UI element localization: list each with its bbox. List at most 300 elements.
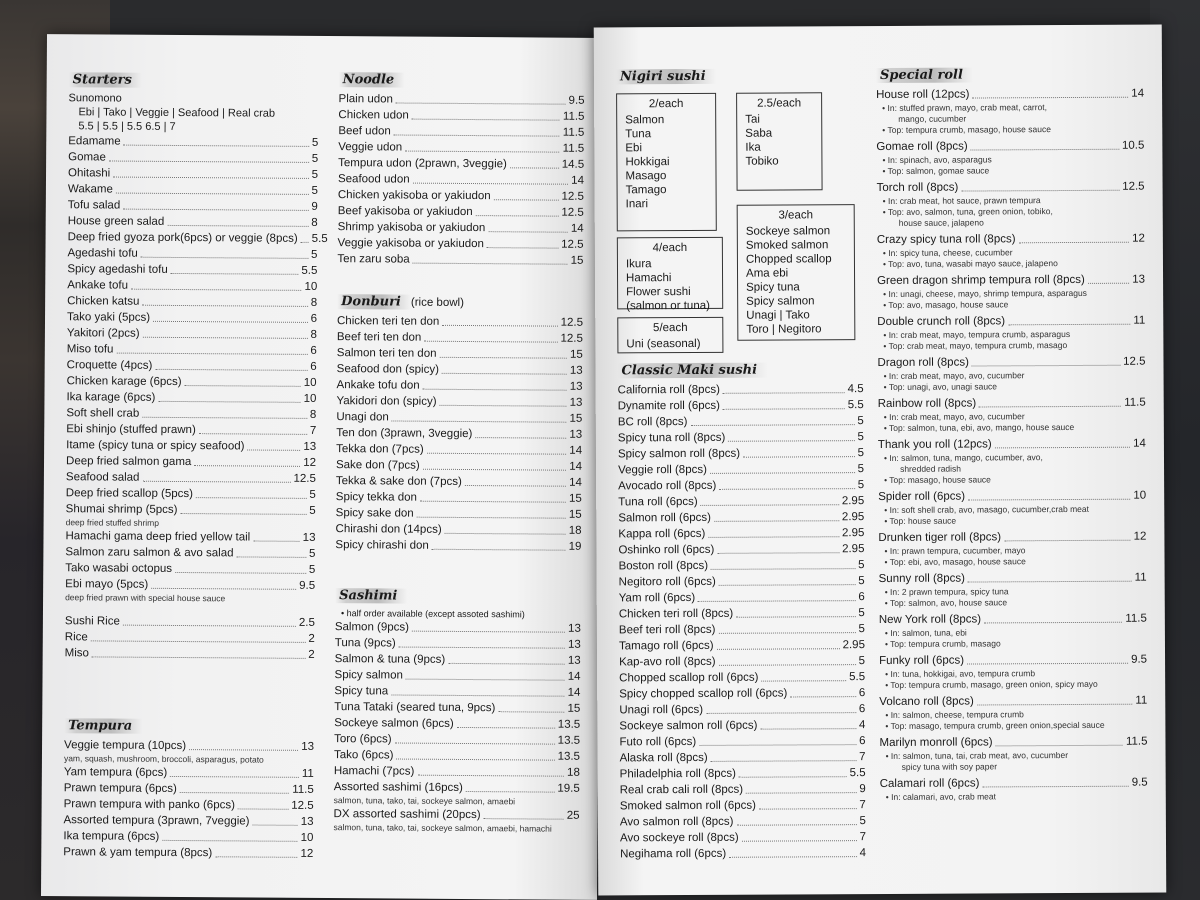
menu-item [876,86,1144,103]
leader-dots [457,727,555,729]
menu-item [65,629,315,647]
sashimi-header: Sashimi [335,588,407,604]
nigiri-item: Flower sushi [626,285,691,299]
item-price: 5 [308,547,316,560]
maki-column [617,360,866,862]
nigiri-3each-heading: 3/each [778,209,814,222]
leader-dots [995,447,1130,449]
leader-dots [142,305,307,307]
item-name: Spicy tuna roll (8pcs) [617,431,726,445]
item-name: Beef udon [338,125,391,138]
item-price: 5 [311,168,319,181]
item-price: 5 [311,184,318,197]
item-name: Tofu salad [67,199,121,212]
item-price: 13.5 [557,750,581,763]
item-name: Soft shell crab [66,407,140,420]
menu-item [338,155,584,173]
item-name: Volcano roll (8pcs) [879,695,974,709]
menu-item [618,397,864,414]
item-name: Deep fried salmon gama [65,455,192,469]
nigiri-item: Smoked salmon [745,239,829,252]
item-price: 7 [859,831,867,844]
item-description: • Top: ebi, avo, masago, house sauce [884,556,1026,567]
item-name: Veggie udon [338,141,403,154]
item-name: Tamago roll (6pcs) [618,639,714,653]
leader-dots [701,504,839,506]
item-name: Veggie yakisoba or yakiudon [337,237,485,251]
leader-dots [488,231,568,233]
leader-dots [1004,540,1130,542]
menu-item [334,763,580,781]
item-name: Hamachi gama deep fried yellow tail [65,530,251,544]
leader-dots [151,588,296,590]
nigiri-header: Nigiri sushi [616,69,716,85]
nigiri-item: Tamago [625,184,667,197]
item-price: 12.5 [560,316,584,329]
leader-dots [718,632,855,634]
menu-item [620,781,866,798]
nigiri-column [616,66,856,88]
menu-item [64,737,314,755]
leader-dots [427,453,567,455]
item-name: Plain udon [338,93,393,106]
item-price: 5.5 [849,767,866,780]
item-price: 2 [308,648,315,661]
item-price: 13 [301,740,315,753]
leader-dots [728,440,854,442]
menu-item [619,589,865,606]
menu-item [67,341,317,359]
item-price: 5 [858,607,865,620]
leader-dots [162,840,297,842]
item-price: 15 [568,492,582,505]
leader-dots [442,373,567,375]
leader-dots [143,337,308,339]
leader-dots [723,392,845,394]
item-price: 15 [569,348,583,361]
item-price: 8 [311,216,318,229]
nigiri-item: Ebi [625,142,643,155]
item-name: Salmon teri ten don [336,347,437,360]
leader-dots [743,456,855,458]
leader-dots [736,616,855,618]
leader-dots [412,631,565,633]
menu-item [66,485,316,503]
item-name: Wakame [67,183,113,196]
leader-dots [739,776,847,778]
item-price: 11.5 [292,783,314,796]
item-name: Alaska roll (8pcs) [619,751,708,765]
item-name: Chicken karage (6pcs) [66,375,182,389]
item-name: Real crab cali roll (8pcs) [619,783,744,797]
item-description: • Top: masago, tempura crumb, green onion,special sauce [885,719,1105,731]
item-price: 13 [568,622,581,635]
item-name: Miso tofu [66,343,114,356]
nigiri-item: Chopped scallop [745,253,832,266]
item-name: Tekka & sake don (7pcs) [335,475,462,488]
item-name: Negitoro roll (6pcs) [618,575,716,589]
leader-dots [759,808,856,810]
item-price: 13 [569,428,583,441]
menu-item [67,373,317,391]
item-name: Chicken katsu [67,295,140,308]
menu-item [67,229,328,247]
leader-dots [189,749,298,751]
item-price: 9.5 [299,579,316,592]
menu-item [336,441,582,459]
nigiri-item: Ama ebi [745,267,789,280]
item-price: 8 [309,408,317,421]
item-description: • In: crab meat, mayo, avo, cucumber [883,370,1025,381]
tempura-list [63,737,314,862]
item-description: • In: spicy tuna, cheese, cucumber [882,247,1013,258]
maki-header: Classic Maki sushi [617,363,767,379]
menu-item [336,521,582,539]
item-description: • Top: avo, salmon, tuna, green onion, tobiko, [882,206,1053,217]
nigiri-item: Toro | Negitoro [746,323,822,336]
item-price: 5 [857,447,864,460]
menu-item [66,389,316,407]
menu-item [619,557,865,574]
menu-item [620,797,866,814]
leader-dots [494,199,559,200]
menu-item [338,107,584,125]
leader-dots [394,134,560,136]
nigiri-box-3each [737,204,856,341]
item-price: 14 [569,444,583,457]
item-name: Ebi shinjo (stuffed prawn) [66,423,196,437]
item-price: 9 [311,200,318,213]
menu-item [334,667,580,685]
extras-list [65,613,315,663]
item-price: 12.5 [293,472,316,485]
item-name: Prawn tempura with panko (6pcs) [63,798,235,812]
item-name: Spider roll (6pcs) [878,490,966,504]
leader-dots [153,321,308,323]
item-name: Futo roll (6pcs) [619,735,697,749]
item-description: • Top: masago, house sauce [884,474,991,485]
leader-dots [967,663,1128,665]
item-name: Calamari roll (6pcs) [879,777,980,791]
leader-dots [392,420,567,422]
item-price: 5 [857,463,865,476]
maki-list [618,381,867,862]
item-name: Deep fried scallop (5pcs) [65,487,194,501]
item-name: Beef teri ten don [336,331,422,344]
leader-dots [123,209,308,211]
menu-item [618,445,864,462]
menu-left-page [41,34,603,900]
item-price: 4 [859,847,867,860]
leader-dots [412,119,560,121]
item-price: 14.5 [561,158,585,171]
leader-dots [199,433,307,435]
item-price: 5 [858,559,865,572]
item-name: Yakitori (2pcs) [66,327,140,340]
menu-item [338,139,584,157]
menu-item [67,293,317,311]
item-price: 10 [303,392,317,405]
item-name: Deep fried gyoza pork(6pcs) or veggie (8pcs) [67,231,298,245]
item-description: • In: salmon, tuna, ebi [884,627,967,638]
leader-dots [170,776,299,778]
menu-item [618,429,864,446]
menu-item [66,469,316,487]
item-description: • Top: crab meat, mayo, tempura crumb, masago [883,340,1068,351]
menu-item [620,765,866,782]
menu-item [877,313,1145,330]
item-name: Smoked salmon roll (6pcs) [619,799,756,813]
menu-item [336,489,582,507]
item-price: 13 [567,654,581,667]
menu-item [67,261,317,279]
leader-dots [396,103,566,105]
item-description: • Top: salmon, avo, house sauce [884,597,1008,608]
item-description: deep fried stuffed shrimp [65,517,160,528]
menu-item [879,693,1147,710]
leader-dots [116,193,309,195]
nigiri-25each-list [745,112,813,168]
item-price: 11.5 [562,126,585,139]
item-description: • Top: unagi, avo, unagi sauce [883,381,998,392]
leader-dots [424,341,557,343]
item-description: • In: prawn tempura, cucumber, mayo [884,545,1026,556]
item-price: 5 [311,152,319,165]
item-price: 12 [1133,530,1147,543]
nigiri-item: (salmon or tuna) [626,299,710,313]
menu-item [334,731,580,749]
item-price: 14 [571,174,585,187]
menu-item [879,611,1147,628]
starters-header: Starters [69,72,142,88]
item-price: 5.5 [301,264,318,277]
menu-item [620,749,866,766]
item-description: yam, squash, mushroom, broccoli, asparagus, potato [63,753,264,765]
menu-item [65,528,315,546]
leader-dots [982,786,1128,788]
item-name: Thank you roll (12pcs) [877,438,992,452]
nigiri-4each-list [626,257,714,313]
leader-dots [417,517,566,519]
leader-dots [155,369,307,371]
leader-dots [742,840,857,842]
item-description: • Top: avo, tuna, wasabi mayo sauce, jalapeno [882,258,1058,269]
item-name: Sushi Rice [64,615,120,628]
nigiri-box-2each [616,93,717,232]
menu-item [66,453,316,471]
leader-dots [391,694,565,696]
item-price: 6 [858,703,866,716]
leader-dots [405,151,560,153]
item-price: 15 [568,508,582,521]
menu-item [334,715,580,733]
menu-item [619,669,865,686]
item-price: 12.5 [561,238,584,251]
menu-item [877,231,1145,248]
nigiri-item: Tuna [625,128,652,141]
item-name: Chirashi don (14pcs) [335,523,442,536]
item-name: BC roll (8pcs) [617,416,688,429]
leader-dots [996,745,1123,747]
leader-dots [711,760,856,762]
leader-dots [236,556,305,557]
menu-item [334,683,580,701]
item-price: 13 [1132,273,1146,286]
item-price: 6 [310,312,318,325]
leader-dots [180,792,289,794]
item-description: • Top: salmon, tuna, ebi, avo, mango, house sauce [883,421,1075,433]
leader-dots [729,856,856,858]
item-name: Veggie roll (8pcs) [618,463,707,477]
item-name: Oshinko roll (6pcs) [618,543,715,557]
menu-item [63,844,313,862]
leader-dots [760,728,856,730]
menu-item [336,425,582,443]
leader-dots [194,465,300,467]
menu-item [878,529,1146,546]
nigiri-item: Sockeye salmon [745,225,831,238]
leader-dots [253,825,298,826]
nigiri-item: Saba [745,127,773,140]
item-price: 2.5 [298,616,315,629]
nigiri-item: Masago [625,170,667,183]
leader-dots [440,405,567,407]
item-name: Tako (6pcs) [333,749,394,762]
menu-item [620,829,866,846]
leader-dots [141,257,308,259]
menu-item [65,576,315,594]
item-price: 2 [308,632,315,645]
item-price: 11.5 [562,142,585,155]
item-description: • Top: tempura crumb, masago [884,638,1001,649]
item-description: • In: stuffed prawn, mayo, crab meat, carrot, [882,102,1048,113]
nigiri-25each-heading: 2.5/each [757,97,802,110]
item-name: Hamachi (7pcs) [333,765,415,778]
leader-dots [301,242,309,243]
menu-item [68,197,318,215]
leader-dots [971,149,1119,151]
nigiri-box-5each [617,317,723,354]
sunomono-name: Sunomono [68,92,122,105]
item-description: mango, cucumber [898,113,967,124]
item-price: 9.5 [1131,653,1148,666]
menu-item [337,377,583,395]
item-price: 2.95 [842,639,866,652]
item-price: 8 [310,296,318,309]
item-price: 11 [301,767,314,780]
menu-item [620,813,866,830]
item-name: Tekka don (7pcs) [336,443,424,456]
item-name: Green dragon shrimp tempura roll (8pcs) [877,273,1085,288]
sunomono-item [68,91,318,135]
item-name: Chicken teri roll (8pcs) [618,607,734,621]
menu-item [880,775,1148,792]
item-price: 14 [570,222,584,235]
item-price: 12.5 [561,206,584,219]
menu-item [63,812,313,830]
item-name: Unagi don [336,411,389,424]
item-description: deep fried prawn with special house sauce [65,592,226,604]
item-price: 2.95 [841,495,865,508]
leader-dots [498,711,564,712]
menu-item [338,219,584,237]
item-price: 5 [858,623,865,636]
leader-dots [171,273,299,275]
leader-dots [708,536,839,538]
item-price: 5 [309,488,316,501]
nigiri-item: Ika [745,141,761,154]
item-price: 12 [300,847,314,860]
item-price: 13 [300,815,314,828]
menu-item [67,277,317,295]
menu-item [339,91,585,109]
item-price: 12.5 [560,332,583,345]
leader-dots [413,263,568,265]
leader-dots [116,353,307,355]
item-price: 13 [567,638,581,651]
leader-dots [445,533,566,535]
item-name: Spicy tuna [334,685,389,698]
menu-item [336,457,582,475]
item-price: 5 [858,575,865,588]
menu-item [618,525,864,542]
menu-item [65,560,315,578]
item-price: 15 [570,254,584,267]
item-description: house sauce, jalapeno [898,217,984,228]
special-column [876,65,1148,806]
item-description: • Top: tempura crumb, masago, house sauce [882,124,1051,135]
item-price: 7 [859,799,866,812]
leader-dots [961,190,1119,192]
menu-item [337,251,583,269]
item-name: Agedashi tofu [67,247,138,260]
menu-item [68,165,318,183]
menu-item [618,477,864,494]
item-name: Prawn tempura (6pcs) [63,782,177,795]
menu-item [338,171,584,189]
item-name: Assorted sashimi (16pcs) [333,781,463,794]
nigiri-3each-list [746,224,847,337]
menu-item [64,796,314,814]
leader-dots [131,289,301,291]
leader-dots [762,680,847,681]
leader-dots [977,704,1132,706]
menu-item [336,473,582,491]
item-price: 6 [310,360,317,373]
leader-dots [719,488,854,490]
item-price: 12.5 [1123,355,1146,368]
donburi-column [335,294,583,555]
item-name: New York roll (8pcs) [878,613,982,627]
item-description: • In: salmon, tuna, mango, cucumber, avo, [883,452,1043,463]
item-name: Ebi mayo (5pcs) [65,578,149,591]
leader-dots [215,856,297,858]
menu-item [338,235,584,253]
menu-item [67,245,317,263]
nigiri-box-4each [617,237,723,313]
menu-item [67,357,317,375]
item-name: Toro (6pcs) [334,733,392,746]
leader-dots [185,385,301,387]
item-price: 8 [310,328,317,341]
item-price: 12.5 [1122,180,1145,193]
item-name: Tuna (9pcs) [334,637,396,650]
menu-item [67,309,317,327]
item-price: 10 [1133,489,1147,502]
item-name: Avocado roll (8pcs) [618,479,717,493]
item-price: 4 [858,719,866,732]
menu-item [66,405,316,423]
